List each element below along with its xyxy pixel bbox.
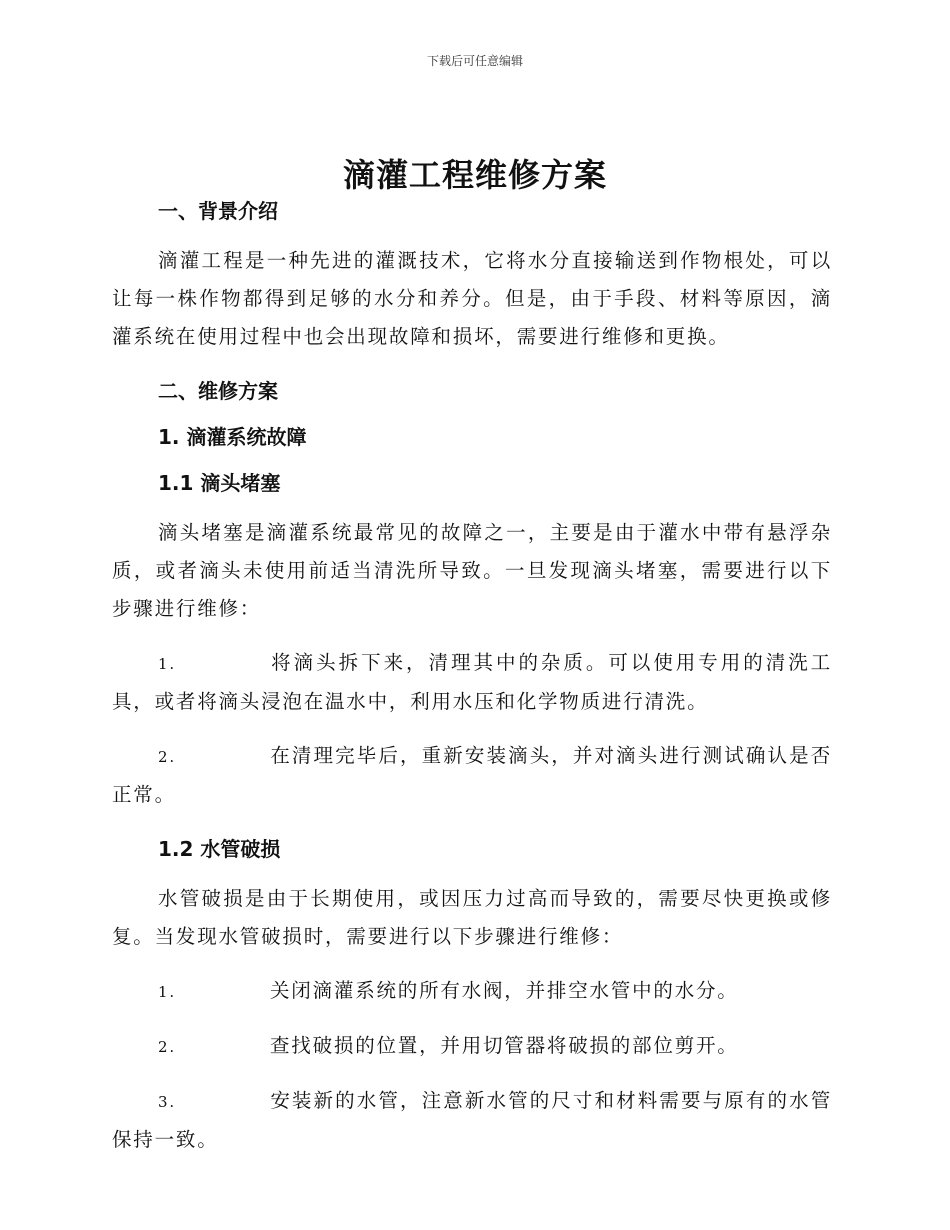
document-body — [112, 196, 832, 1159]
subsection-heading-pipe-damage: 1.2 水管破损 — [158, 837, 281, 861]
document-title: 滴灌工程维修方案 — [342, 156, 607, 194]
pipe-damage-paragraph: 水管破损是由于长期使用，或因压力过高而导致的，需要尽快更换或修复。当发现水管破损时，需要进行以下步骤进行维修： — [112, 887, 832, 948]
list-item — [112, 972, 832, 1011]
section-heading-plan: 二、维修方案 — [158, 379, 278, 403]
list-item-number: 3. — [158, 1093, 176, 1111]
section-heading-background: 一、背景介绍 — [158, 199, 278, 223]
list-item-number: 2. — [158, 748, 176, 766]
list-item-text: 安装新的水管，注意新水管的尺寸和材料需要与原有的水管保持一致。 — [112, 1089, 832, 1151]
emitter-clog-paragraph: 滴头堵塞是滴灌系统最常见的故障之一，主要是由于灌水中带有悬浮杂质，或者滴头未使用前适当清洗所导致。一旦发现滴头堵塞，需要进行以下步骤进行维修： — [112, 521, 832, 620]
list-item-text: 在清理完毕后，重新安装滴头，并对滴头进行测试确认是否正常。 — [112, 744, 832, 806]
list-item — [112, 1082, 832, 1159]
list-item-number: 2. — [158, 1038, 176, 1056]
list-item — [112, 737, 832, 814]
list-item-text: 将滴头拆下来，清理其中的杂质。可以使用专用的清洗工具，或者将滴头浸泡在温水中，利用水压和化学物质进行清洗。 — [112, 651, 832, 713]
background-paragraph: 滴灌工程是一种先进的灌溉技术，它将水分直接输送到作物根处，可以让每一株作物都得到足够的水分和养分。但是，由于手段、材料等原因，滴灌系统在使用过程中也会出现故障和损坏，需要进行维修和更换。 — [112, 249, 832, 348]
list-item — [112, 644, 832, 721]
subsection-heading-emitter-clog: 1.1 滴头堵塞 — [158, 471, 281, 495]
list-item-text: 关闭滴灌系统的所有水阀，并排空水管中的水分。 — [270, 979, 739, 1002]
page-header-note: 下载后可任意编辑 — [426, 54, 523, 68]
subsection-heading-system-fault: 1. 滴灌系统故障 — [158, 425, 307, 449]
list-item-number: 1. — [158, 983, 176, 1001]
list-item — [112, 1027, 832, 1066]
list-item-number: 1. — [158, 655, 176, 673]
list-item-text: 查找破损的位置，并用切管器将破损的部位剪开。 — [270, 1034, 739, 1057]
